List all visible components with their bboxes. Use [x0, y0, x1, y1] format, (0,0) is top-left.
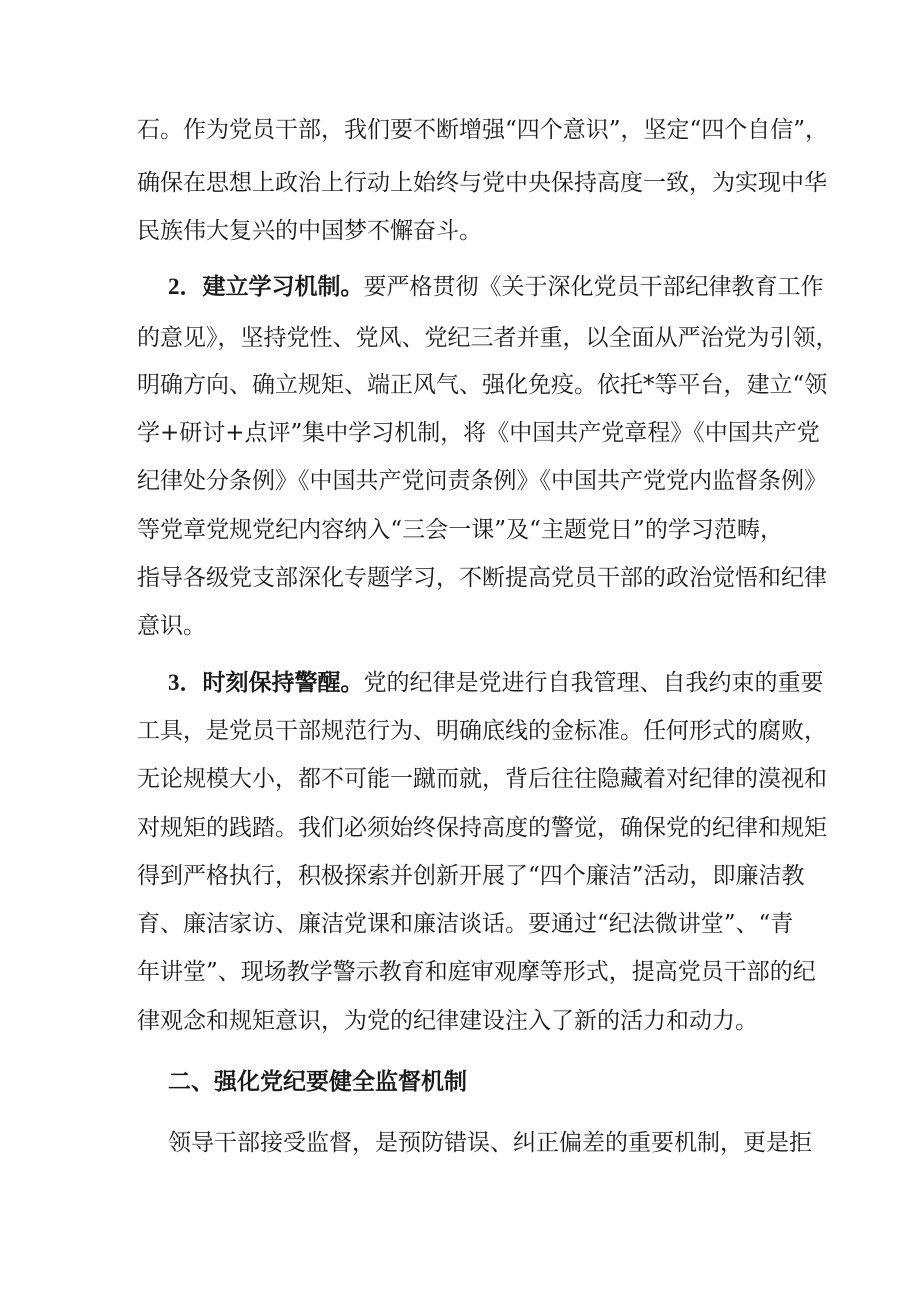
- item-number: 2．: [168, 274, 203, 299]
- paragraph-line: 对规矩的践踏。我们必须始终保持高度的警觉，确保党的纪律和规矩: [137, 815, 827, 841]
- paragraph-line: 民族伟大复兴的中国梦不懈奋斗。: [137, 218, 482, 244]
- item-text: 党的纪律是党进行自我管理、自我约束的重要: [363, 670, 824, 696]
- paragraph-line: 石。作为党员干部，我们要不断增强“四个意识”，坚定“四个自信”，: [137, 117, 829, 143]
- section-heading: 二、强化党纪要健全监督机制: [168, 1069, 467, 1095]
- paragraph-line: 指导各级党支部深化专题学习，不断提高党员干部的政治觉悟和纪律: [137, 565, 827, 591]
- paragraph-line: 意识。: [137, 613, 206, 639]
- paragraph-line: 等党章党规党纪内容纳入“三会一课”及“主题党日”的学习范畴，: [137, 517, 783, 543]
- paragraph-line: 无论规模大小，都不可能一蹴而就，背后往往隐藏着对纪律的漠视和: [137, 766, 827, 792]
- paragraph-line: 领导干部接受监督，是预防错误、纠正偏差的重要机制，更是拒: [168, 1130, 812, 1156]
- paragraph-3-first-line: [168, 668, 824, 698]
- paragraph-2-first-line: [168, 272, 824, 302]
- paragraph-line: 的意见》，坚持党性、党风、党纪三者并重，以全面从严治党为引领，: [137, 325, 839, 351]
- paragraph-line: 得到严格执行，积极探索并创新开展了“四个廉洁”活动，即廉洁教: [137, 863, 805, 889]
- item-text: 要严格贯彻《关于深化党员干部纪律教育工作: [363, 274, 824, 300]
- item-number: 3．: [168, 670, 203, 695]
- paragraph-line: 年讲堂”、现场教学警示教育和庭审观摩等形式，提高党员干部的纪: [137, 959, 816, 985]
- paragraph-line: 育、廉洁家访、廉洁党课和廉洁谈话。要通过“纪法微讲堂”、“青: [137, 911, 794, 937]
- item-title: 建立学习机制。: [202, 274, 364, 300]
- item-title: 时刻保持警醒。: [202, 670, 364, 696]
- paragraph-line: 纪律处分条例》《中国共产党问责条例》《中国共产党党内监督条例》: [137, 468, 827, 494]
- paragraph-line: 学+研讨+点评”集中学习机制，将《中国共产党章程》《中国共产党: [137, 420, 820, 446]
- paragraph-line: 律观念和规矩意识，为党的纪律建设注入了新的活力和动力。: [137, 1008, 758, 1034]
- paragraph-line: 明确方向、确立规矩、端正风气、强化免疫。依托*等平台，建立“领: [137, 372, 828, 398]
- paragraph-line: 工具，是党员干部规范行为、明确底线的金标准。任何形式的腐败，: [137, 718, 827, 744]
- paragraph-line: 确保在思想上政治上行动上始终与党中央保持高度一致，为实现中华: [137, 170, 827, 196]
